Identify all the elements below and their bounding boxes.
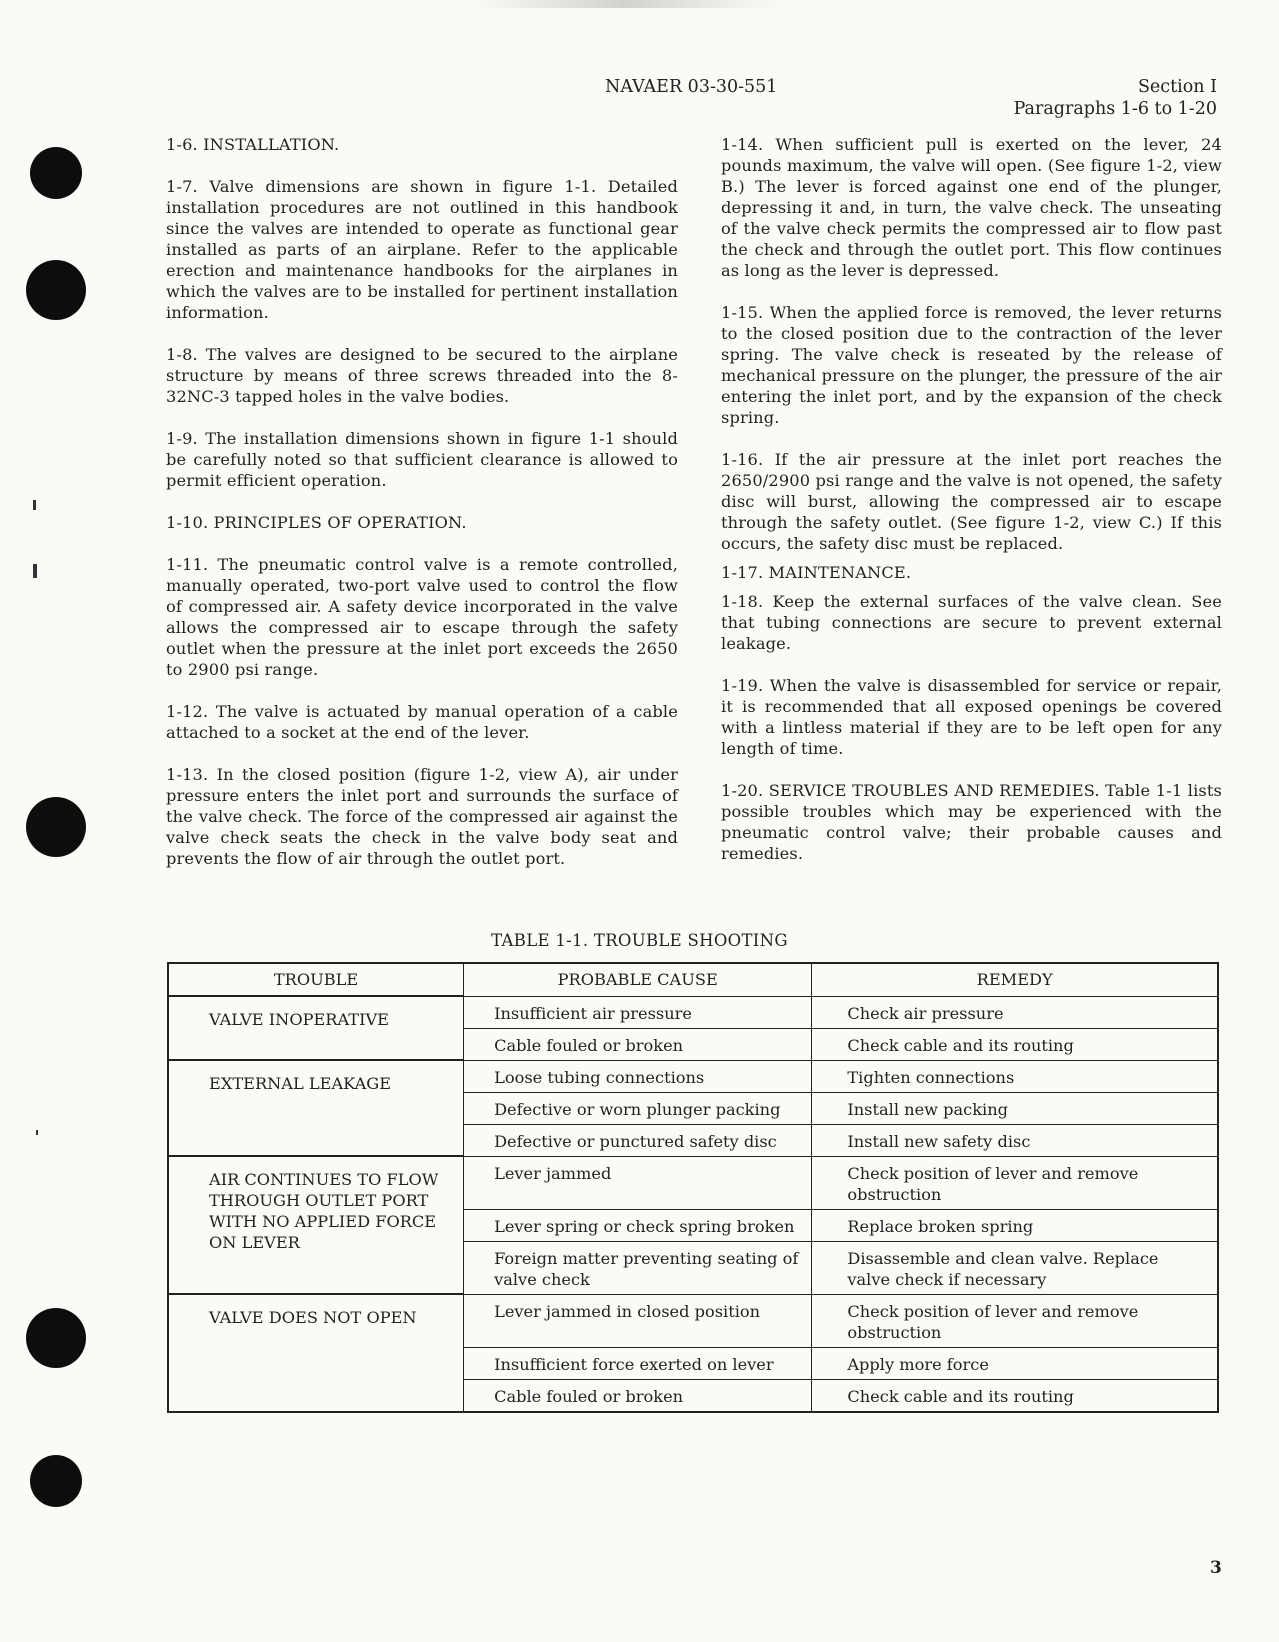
paragraph: 1-14. When sufficient pull is exerted on the lever, 24 pounds maximum, the valve will open. (See figure 1-2, view B.) The lever is forced against one end of the plunger, depressing it and, in turn, the valve check. The unseating of the valve check permits the compressed air to flow past the check and through the outlet port. This flow continues as long as the lever is depressed. [721, 135, 1222, 280]
probable-cause-cell: Lever spring or check spring broken [464, 1209, 812, 1241]
remedy-cell: Check cable and its routing [812, 1379, 1218, 1412]
paragraph-range: Paragraphs 1-6 to 1-20 [1013, 99, 1217, 119]
binder-hole [26, 1308, 86, 1368]
paragraph: 1-8. The valves are designed to be secured to the airplane structure by means of three screws threaded into the 8-32NC-3 tapped holes in the valve bodies. [166, 345, 678, 406]
probable-cause-cell: Insufficient force exerted on lever [464, 1347, 812, 1379]
paragraph: 1-13. In the closed position (figure 1-2, view A), air under pressure enters the inlet port and surrounds the surface of the valve check. The force of the compressed air against the valve check seats the check in the valve body seat and prevents the flow of air through the outlet port. [166, 765, 678, 868]
binder-hole [30, 147, 82, 199]
scan-speck [36, 1130, 38, 1135]
probable-cause-cell: Insufficient air pressure [464, 996, 812, 1028]
table-row [168, 1156, 1218, 1209]
probable-cause-cell: Cable fouled or broken [464, 1028, 812, 1060]
remedy-cell: Check position of lever and remove obstruction [812, 1156, 1218, 1209]
section-label: Section I [1137, 77, 1217, 97]
remedy-cell: Disassemble and clean valve. Replace valve check if necessary [812, 1241, 1218, 1294]
table-row [168, 1060, 1218, 1092]
paragraph: 1-11. The pneumatic control valve is a remote controlled, manually operated, two-port valve used to control the flow of compressed air. A safety device incorporated in the valve allows the compressed air to escape through the safety outlet when the pressure at the inlet port exceeds the 2650 to 2900 psi range. [166, 555, 678, 679]
probable-cause-cell: Loose tubing connections [464, 1060, 812, 1092]
doc-number: NAVAER 03-30-551 [605, 77, 778, 97]
trouble-cell: VALVE DOES NOT OPEN [168, 1294, 464, 1412]
scan-speck [33, 564, 37, 578]
probable-cause-cell: Defective or punctured safety disc [464, 1124, 812, 1156]
probable-cause-cell: Defective or worn plunger packing [464, 1092, 812, 1124]
left-text-column [166, 134, 678, 890]
trouble-cell: VALVE INOPERATIVE [168, 996, 464, 1060]
binder-hole [26, 260, 86, 320]
section-heading: 1-10. PRINCIPLES OF OPERATION. [166, 513, 467, 532]
trouble-cell: AIR CONTINUES TO FLOW THROUGH OUTLET PORT WITH NO APPLIED FORCE ON LEVER [168, 1156, 464, 1294]
table-header-row [168, 963, 1218, 996]
probable-cause-cell: Foreign matter preventing seating of valve check [464, 1241, 812, 1294]
remedy-cell: Install new packing [812, 1092, 1218, 1124]
paragraph: 1-16. If the air pressure at the inlet port reaches the 2650/2900 psi range and the valve is not opened, the safety disc will burst, allowing the compressed air to escape through the safety outlet. (See figure 1-2, view C.) If this occurs, the safety disc must be replaced. [721, 450, 1222, 553]
table-row [168, 996, 1218, 1028]
paragraph: 1-7. Valve dimensions are shown in figure 1-1. Detailed installation procedures are not outlined in this handbook since the valves are intended to operate as functional gear installed as parts of an airplane. Refer to the applicable erection and maintenance handbooks for the airplanes in which the valves are to be installed for pertinent installation information. [166, 177, 678, 322]
header-probable-cause: PROBABLE CAUSE [464, 963, 812, 996]
section-heading: 1-17. MAINTENANCE. [721, 563, 912, 582]
remedy-cell: Check position of lever and remove obstruction [812, 1294, 1218, 1347]
remedy-cell: Check air pressure [812, 996, 1218, 1028]
binder-hole [30, 1455, 82, 1507]
remedy-cell: Install new safety disc [812, 1124, 1218, 1156]
remedy-cell: Replace broken spring [812, 1209, 1218, 1241]
right-text-column [721, 134, 1222, 885]
trouble-cell: EXTERNAL LEAKAGE [168, 1060, 464, 1156]
remedy-cell: Tighten connections [812, 1060, 1218, 1092]
page-number: 3 [1210, 1558, 1222, 1578]
header-remedy: REMEDY [812, 963, 1218, 996]
paragraph: 1-20. SERVICE TROUBLES AND REMEDIES. Table 1-1 lists possible troubles which may be experienced with the pneumatic control valve; their probable causes and remedies. [721, 781, 1222, 863]
paragraph: 1-18. Keep the external surfaces of the valve clean. See that tubing connections are secure to prevent external leakage. [721, 592, 1222, 653]
table-title: TABLE 1-1. TROUBLE SHOOTING [491, 931, 788, 950]
paragraph: 1-19. When the valve is disassembled for service or repair, it is recommended that all exposed openings be covered with a lintless material if they are to be left open for any length of time. [721, 676, 1222, 758]
trouble-shooting-table [167, 962, 1219, 1413]
paragraph: 1-9. The installation dimensions shown in figure 1-1 should be carefully noted so that sufficient clearance is allowed to permit efficient operation. [166, 429, 678, 490]
section-heading: 1-6. INSTALLATION. [166, 135, 340, 154]
scan-speck [33, 500, 36, 510]
paragraph: 1-12. The valve is actuated by manual operation of a cable attached to a socket at the end of the lever. [166, 702, 678, 742]
probable-cause-cell: Cable fouled or broken [464, 1379, 812, 1412]
scan-scuff [470, 0, 780, 8]
probable-cause-cell: Lever jammed [464, 1156, 812, 1209]
paragraph: 1-15. When the applied force is removed, the lever returns to the closed position due to the contraction of the lever spring. The valve check is reseated by the release of mechanical pressure on the plunger, the pressure of the air entering the inlet port, and by the expansion of the check spring. [721, 303, 1222, 427]
binder-hole [26, 797, 86, 857]
table-row [168, 1294, 1218, 1347]
remedy-cell: Check cable and its routing [812, 1028, 1218, 1060]
probable-cause-cell: Lever jammed in closed position [464, 1294, 812, 1347]
remedy-cell: Apply more force [812, 1347, 1218, 1379]
header-trouble: TROUBLE [168, 963, 464, 996]
